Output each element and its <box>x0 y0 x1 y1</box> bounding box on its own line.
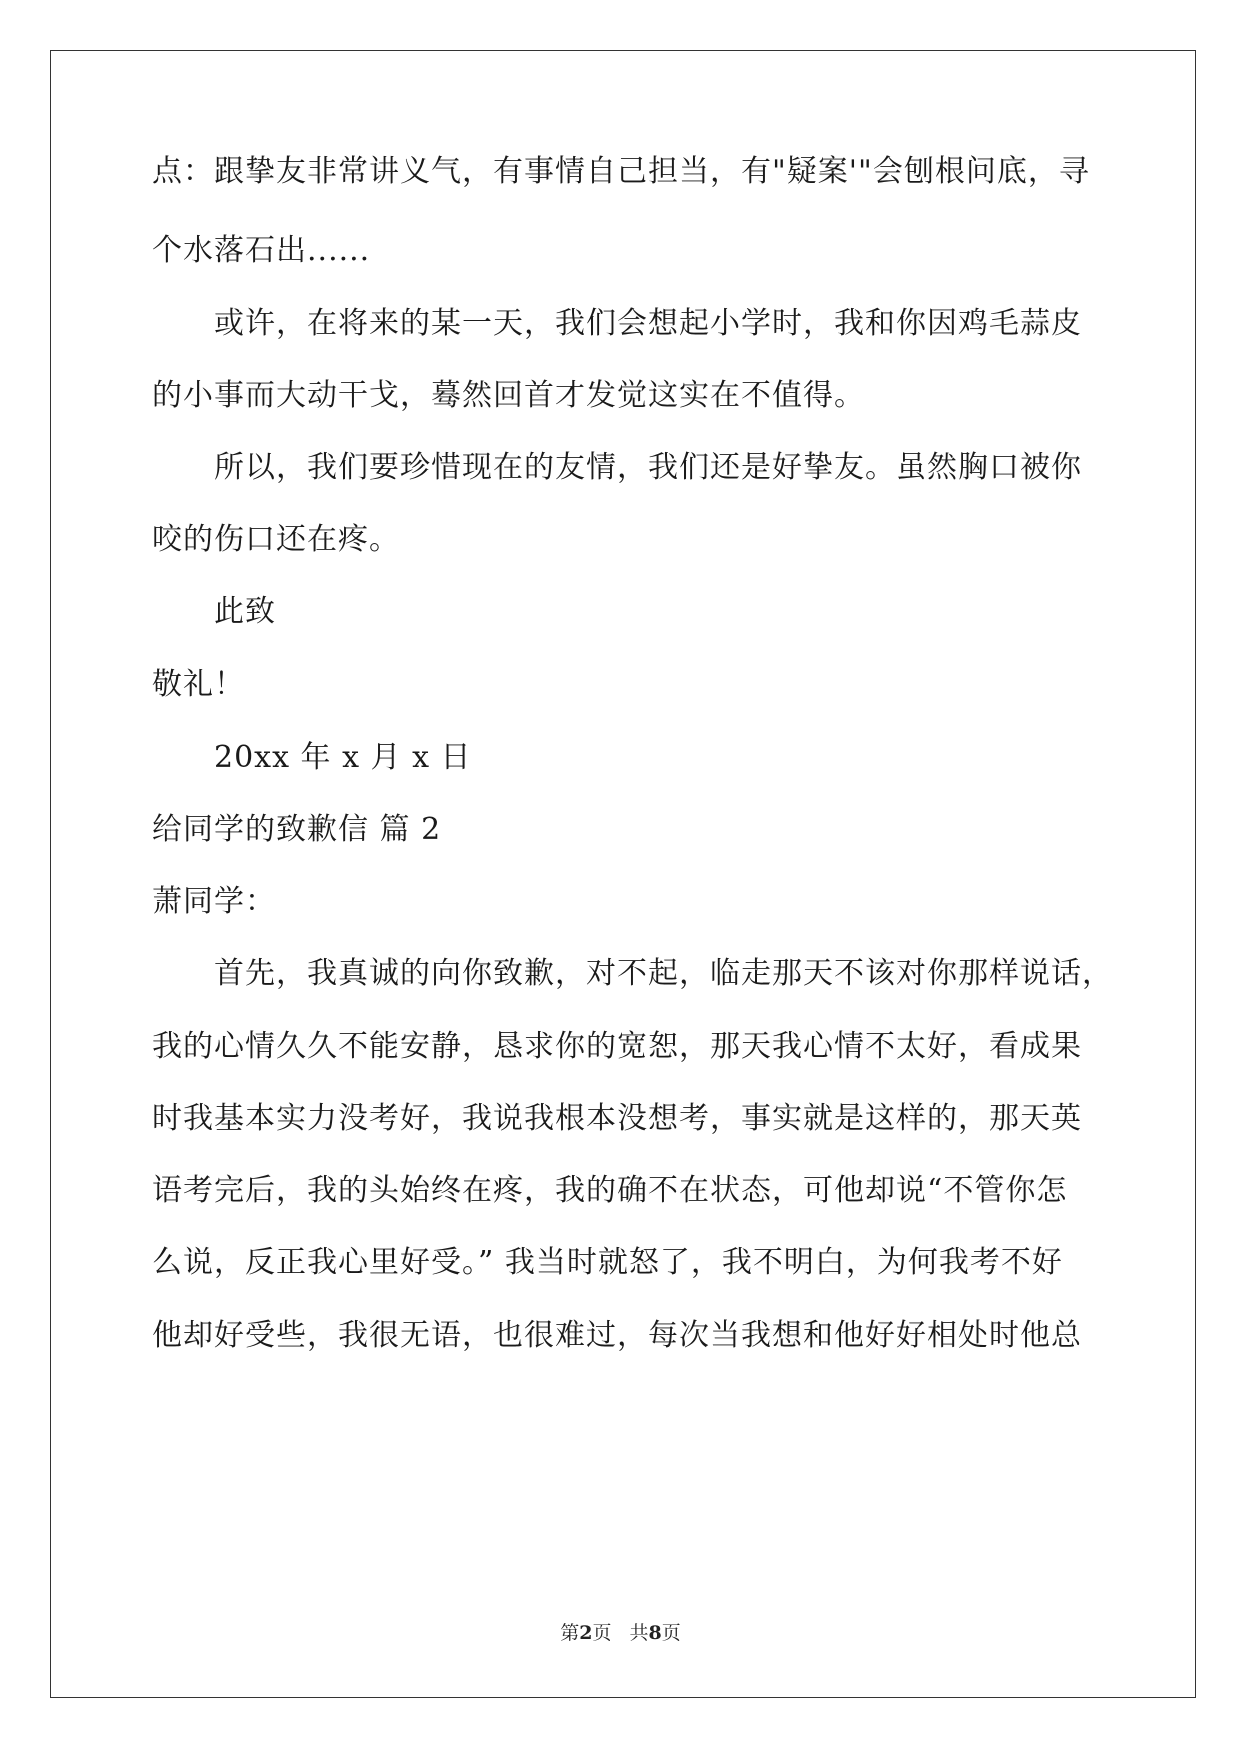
paragraph-line: 么说，反正我心里好受。” 我当时就怒了，我不明白，为何我考不好 <box>152 1245 1063 1280</box>
paragraph-line: 或许，在将来的某一天，我们会想起小学时，我和你因鸡毛蒜皮 <box>214 306 1082 341</box>
footer-page-suffix: 页 <box>592 1622 612 1644</box>
footer-total-pages: 8 <box>648 1622 662 1644</box>
paragraph-line: 他却好受些，我很无语，也很难过，每次当我想和他好好相处时他总 <box>152 1318 1082 1353</box>
paragraph-line: 首先，我真诚的向你致歉，对不起，临走那天不该对你那样说话， <box>214 956 1113 991</box>
closing-regards: 敬礼！ <box>152 667 245 702</box>
footer-total-suffix: 页 <box>661 1622 681 1644</box>
closing-salutation: 此致 <box>214 594 276 629</box>
footer-page-number: 2 <box>579 1622 593 1644</box>
paragraph-line: 咬的伤口还在疼。 <box>152 522 400 557</box>
footer-total-prefix: 共 <box>629 1622 649 1644</box>
page-footer <box>0 1620 1241 1646</box>
paragraph-line: 时我基本实力没考好，我说我根本没想考，事实就是这样的，那天英 <box>152 1101 1082 1136</box>
paragraph-line: 所以，我们要珍惜现在的友情，我们还是好挚友。虽然胸口被你 <box>214 450 1082 485</box>
paragraph-line: 的小事而大动干戈，蓦然回首才发觉这实在不值得。 <box>152 378 865 413</box>
paragraph-line: 个水落石出...... <box>152 233 371 268</box>
footer-page-prefix: 第 <box>560 1622 580 1644</box>
letter-date: 20xx 年 x 月 x 日 <box>214 740 472 775</box>
letter-greeting: 萧同学： <box>152 884 276 919</box>
section-heading: 给同学的致歉信 篇 2 <box>152 812 442 847</box>
page-border <box>50 50 1196 1698</box>
paragraph-line: 语考完后，我的头始终在疼，我的确不在状态，可他却说“不管你怎 <box>152 1173 1068 1208</box>
paragraph-line: 点：跟挚友非常讲义气，有事情自己担当，有"疑案'"会刨根问底，寻 <box>152 154 1090 189</box>
paragraph-line: 我的心情久久不能安静，恳求你的宽恕，那天我心情不太好，看成果 <box>152 1029 1082 1064</box>
